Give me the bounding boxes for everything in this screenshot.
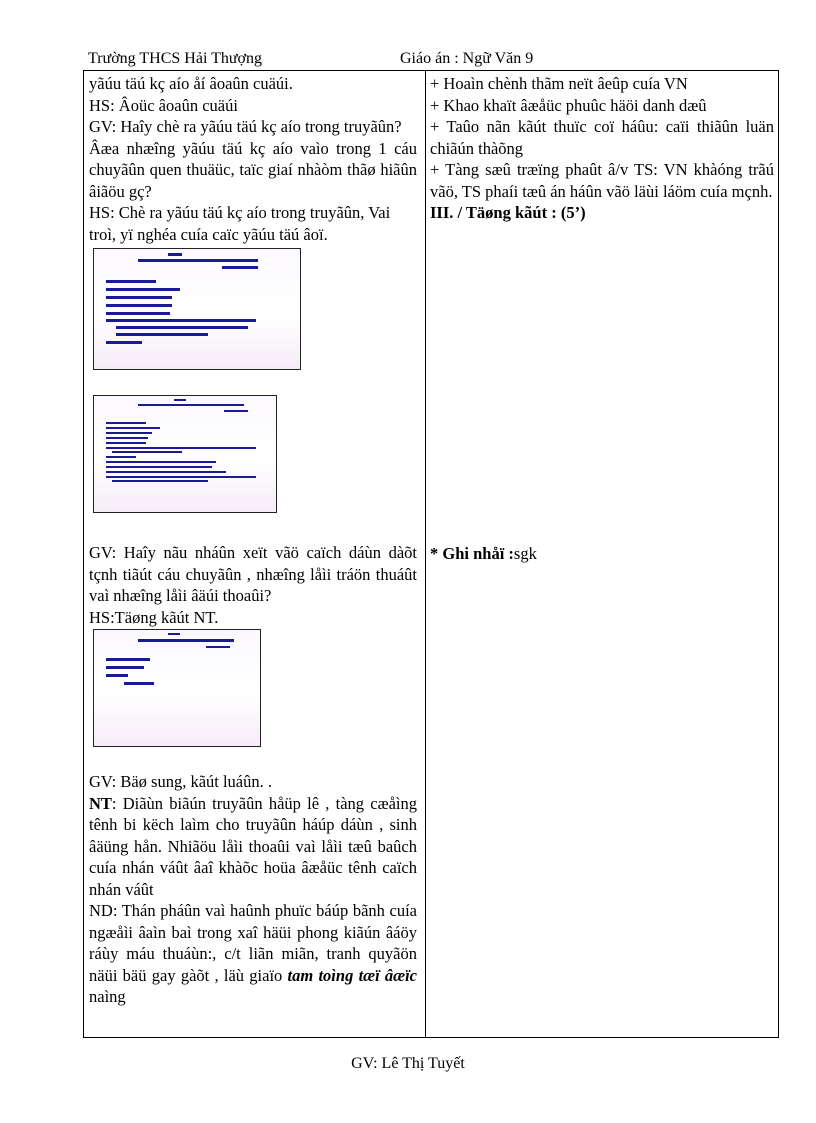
note-text: sgk [513, 543, 537, 563]
lesson-content [430, 73, 774, 564]
text-paragraph: GV: Haîy nãu nháûn xeït vãö caïch dáùn dàõt tçnh tiãút cáu chuyãûn , nhæîng låìi tráön thuáût vaì nhæîng låìi âäúi thoaûi? [89, 543, 417, 605]
text-line: HS: Âoüc âoaûn cuäúi [89, 95, 238, 115]
page-footer [0, 1055, 816, 1073]
lesson-table [83, 70, 779, 1038]
content-line: + Hoaìn chènh thãm neït âeûp cuía VN [430, 74, 688, 93]
teacher-name: GV: Lê Thị Tuyết [351, 1055, 465, 1072]
note-label: * Ghi nhåï : [430, 543, 514, 563]
slide-3-graphic [94, 630, 261, 747]
slide-thumbnail-2 [93, 395, 277, 513]
nd-emphasis: tam toìng tæï âæïc [287, 965, 417, 985]
slide-2-graphic [94, 396, 277, 513]
nt-label: NT [89, 793, 112, 813]
content-line: + Khao khaït âæåüc phuûc häöi danh dæû [430, 95, 707, 115]
note-line [430, 543, 774, 565]
nd-text: ND: Thán pháûn vaì haûnh phuïc báúp bãnh cuía ngæåìi âaìn baì trong xaî häüi phong kiãún âáöy ráùy máu thuáùn:, c/t liãn miãn, tranh quyãön näüi bäü gay gàõt , läù giaïo [89, 901, 417, 985]
text-paragraph: HS: Chè ra yãúu täú kç aío trong truyãûn, Vai troì, yï nghéa cuía caïc yãúu täú âoï. [89, 203, 391, 244]
art-summary [89, 793, 417, 901]
column-divider [425, 71, 426, 1037]
content-line: + Tàng sæû træïng phaût â/v TS: VN khàóng trãú vãö, TS phaíi tæû án háûn vãö läùi láöm cuía mçnh. [430, 160, 774, 201]
summary-heading: III. / Täøng kãút : (5’) [430, 203, 586, 222]
slide-1-graphic [94, 249, 301, 370]
nt-text: : Diãùn biãún truyãûn håüp lê , tàng cæåìng tênh bi këch laìm cho truyãûn háúp dáùn , sinh âäüng hån. Nhiãöu låìi thoaûi vaì låìi tæû baûch cuía nhán váût âaî khàõc hoüa âæåüc tênh caïch nhán váût [89, 793, 417, 899]
lesson-plan-title: Giáo án : Ngữ Văn 9 [400, 50, 534, 67]
text-line: yãúu täú kç aío åí âoaûn cuäúi. [89, 74, 293, 93]
teacher-student-activities [89, 73, 417, 1008]
slide-thumbnail-3 [93, 629, 261, 747]
content-summary [89, 900, 417, 1008]
text-line: GV: Bäø sung, kãút luáûn. . [89, 772, 273, 791]
text-line: HS:Täøng kãút NT. [89, 607, 219, 627]
text-paragraph: Âæa nhæîng yãúu täú kç aío vaìo trong 1 cáu chuyãûn quen thuäüc, taïc giaí nhàòm thãø hiãûn âiãöu gç? [89, 138, 417, 201]
slide-thumbnail-1 [93, 248, 301, 370]
nd-text-end: naìng [89, 987, 126, 1006]
text-paragraph: GV: Haîy chè ra yãúu täú kç aío trong truyãûn? [89, 117, 402, 136]
content-line: + Taûo nãn kãút thuïc coï háûu: caïi thiãûn luän chiãún thàõng [430, 117, 774, 158]
school-name: Trường THCS Hải Thượng [88, 50, 262, 67]
